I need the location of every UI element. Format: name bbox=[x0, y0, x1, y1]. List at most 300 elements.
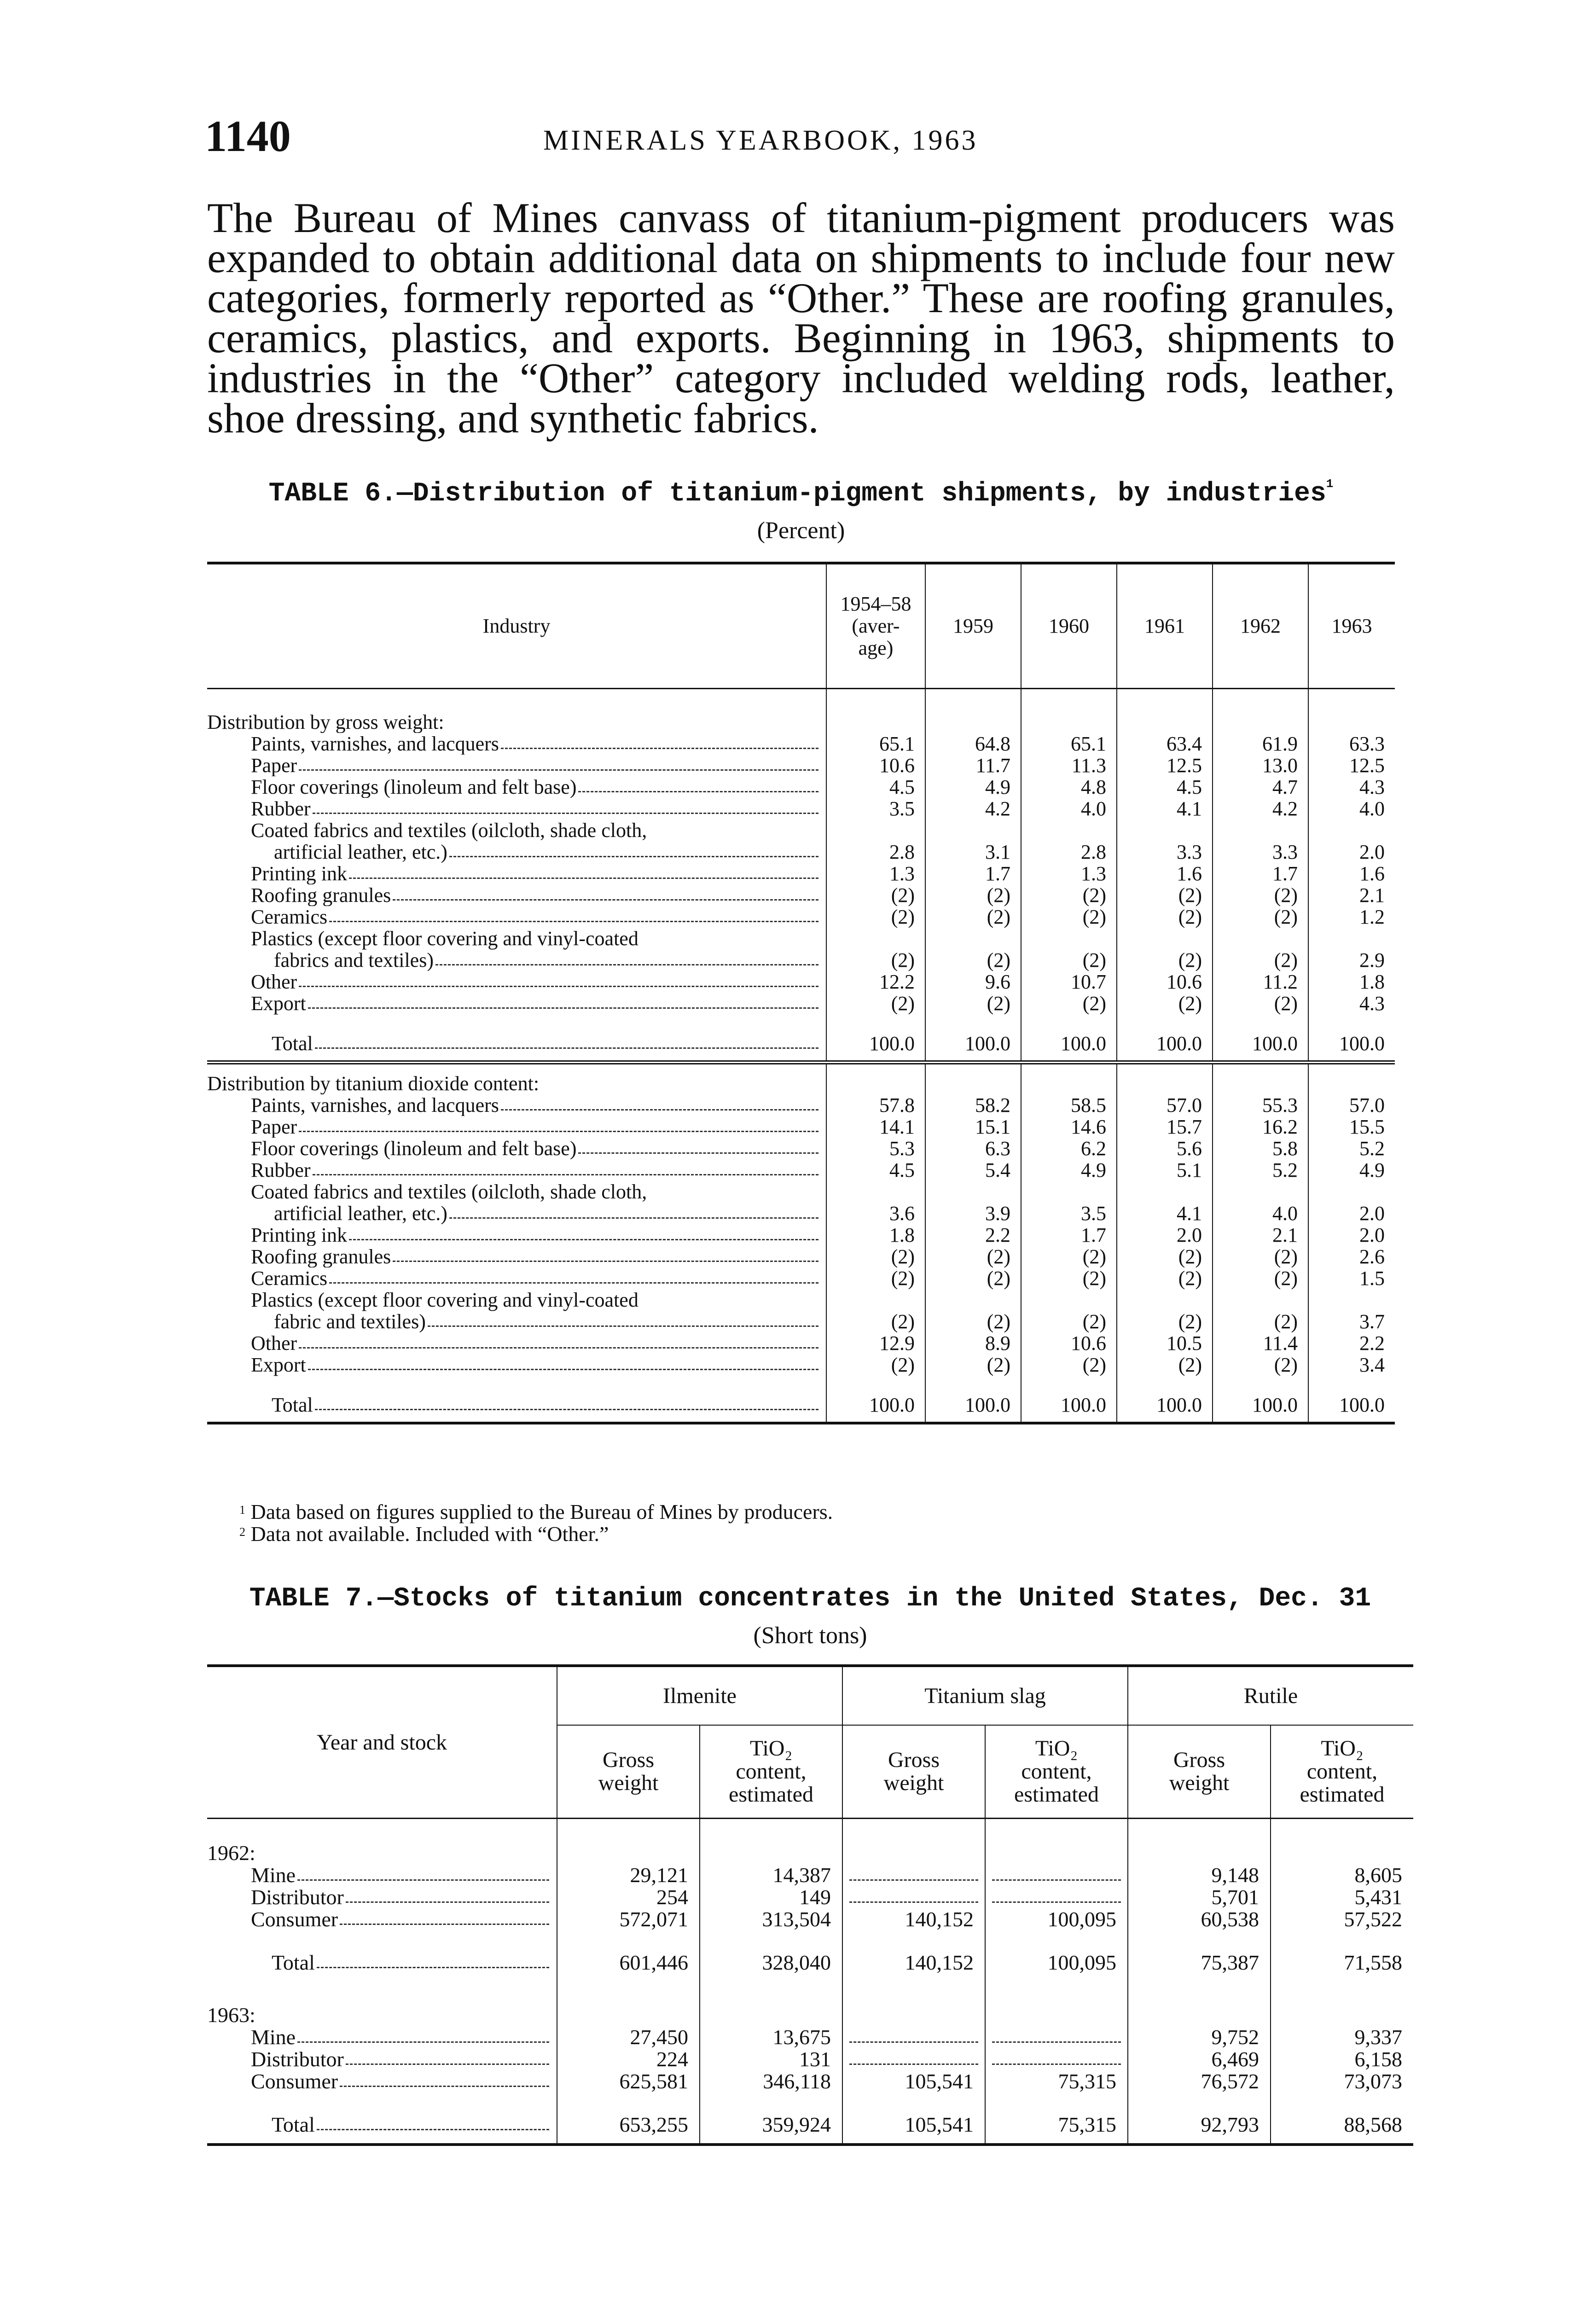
cell: 4.3 bbox=[1308, 776, 1395, 798]
table-row bbox=[207, 1289, 1395, 1332]
table-row bbox=[207, 1094, 1395, 1116]
table-row bbox=[207, 1224, 1395, 1246]
cell: 254 bbox=[557, 1886, 700, 1908]
cell: 5.2 bbox=[1213, 1159, 1308, 1181]
row-label: Consumer bbox=[207, 1908, 557, 1930]
cell: 14.1 bbox=[826, 1116, 925, 1138]
intro-paragraph: The Bureau of Mines canvass of titanium-pigment producers was expanded to obtain additional data on shipments to include four new categories, formerly reported as “Other.” These are roofing granules, ceramics, plastics, and exports. Beginning in 1963, shipments to industries in the “Other” category included welding rods, leather, shoe dressing, and synthetic fabrics. bbox=[207, 194, 1395, 442]
cell: 4.9 bbox=[925, 776, 1021, 798]
cell: 16.2 bbox=[1213, 1116, 1308, 1138]
cell: 100.0 bbox=[1213, 1027, 1308, 1063]
cell: 14.6 bbox=[1021, 1116, 1117, 1138]
cell: 4.0 bbox=[1021, 798, 1117, 820]
cell: 4.2 bbox=[1213, 798, 1308, 820]
cell: 3.3 bbox=[1117, 820, 1213, 863]
cell: 4.5 bbox=[826, 776, 925, 798]
year-label: 1962: bbox=[207, 1841, 255, 1864]
cell: 10.5 bbox=[1117, 1332, 1213, 1354]
empty-cell bbox=[985, 1864, 1128, 1886]
table7-group-header-row bbox=[207, 1666, 1413, 1725]
cell: 3.4 bbox=[1308, 1354, 1395, 1389]
cell: 10.7 bbox=[1021, 971, 1117, 993]
cell: 3.5 bbox=[1021, 1181, 1117, 1224]
table-row bbox=[207, 1354, 1395, 1389]
table7-title: TABLE 7.—Stocks of titanium concentrates in the United States, Dec. 31 bbox=[249, 1584, 1371, 1614]
row-label: Other bbox=[207, 1332, 826, 1354]
row-label: Printing ink bbox=[207, 1224, 826, 1246]
cell: 4.7 bbox=[1213, 776, 1308, 798]
row-label-continued: artificial leather, etc.) bbox=[207, 1203, 826, 1224]
row-label: Plastics (except floor covering and vinyl-coated bbox=[251, 927, 638, 950]
cell: (2) bbox=[826, 1354, 925, 1389]
cell: (2) bbox=[1117, 906, 1213, 928]
row-label: Floor coverings (linoleum and felt base) bbox=[207, 1138, 826, 1159]
cell: 5.2 bbox=[1308, 1138, 1395, 1159]
cell: 1.8 bbox=[826, 1224, 925, 1246]
table-row bbox=[207, 820, 1395, 863]
cell: 100,095 bbox=[985, 1944, 1128, 1981]
cell: 15.5 bbox=[1308, 1116, 1395, 1138]
cell: 13.0 bbox=[1213, 755, 1308, 776]
cell: (2) bbox=[826, 884, 925, 906]
empty-cell bbox=[842, 1864, 985, 1886]
cell: 100.0 bbox=[925, 1027, 1021, 1063]
cell: 100,095 bbox=[985, 1908, 1128, 1944]
total-row bbox=[207, 2106, 1413, 2145]
table-row bbox=[207, 1886, 1413, 1908]
cell: (2) bbox=[1021, 993, 1117, 1027]
cell: 100.0 bbox=[1308, 1389, 1395, 1423]
table-row bbox=[207, 776, 1395, 798]
group-titanium-slag: Titanium slag bbox=[842, 1666, 1128, 1725]
row-label: Roofing granules bbox=[207, 1246, 826, 1267]
row-label: Distributor bbox=[207, 2048, 557, 2070]
cell: (2) bbox=[1213, 928, 1308, 971]
cell: 140,152 bbox=[842, 1908, 985, 1944]
cell: 2.1 bbox=[1213, 1224, 1308, 1246]
cell: 4.0 bbox=[1213, 1181, 1308, 1224]
cell: (2) bbox=[925, 1354, 1021, 1389]
group-ilmenite: Ilmenite bbox=[557, 1666, 842, 1725]
cell: (2) bbox=[1117, 928, 1213, 971]
cell: 73,073 bbox=[1271, 2070, 1413, 2106]
empty-cell bbox=[842, 1886, 985, 1908]
col-year: 1963 bbox=[1308, 563, 1395, 688]
cell: 61.9 bbox=[1213, 733, 1308, 755]
table-row bbox=[207, 971, 1395, 993]
cell: 1.6 bbox=[1308, 863, 1395, 884]
cell: 58.5 bbox=[1021, 1094, 1117, 1116]
cell: 57.0 bbox=[1308, 1094, 1395, 1116]
cell: 100.0 bbox=[1021, 1389, 1117, 1423]
col-gross-weight: Gross weight bbox=[842, 1725, 985, 1819]
cell: (2) bbox=[1117, 1267, 1213, 1289]
table-row bbox=[207, 1116, 1395, 1138]
cell: 5.3 bbox=[826, 1138, 925, 1159]
row-label: Ceramics bbox=[207, 1267, 826, 1289]
table7 bbox=[207, 1664, 1413, 2146]
cell: 11.7 bbox=[925, 755, 1021, 776]
cell: 1.7 bbox=[1213, 863, 1308, 884]
cell: 58.2 bbox=[925, 1094, 1021, 1116]
cell: 4.5 bbox=[826, 1159, 925, 1181]
cell: 5.1 bbox=[1117, 1159, 1213, 1181]
cell: 100.0 bbox=[1308, 1027, 1395, 1063]
cell: (2) bbox=[1117, 1354, 1213, 1389]
cell: 4.0 bbox=[1308, 798, 1395, 820]
col-year: 1961 bbox=[1117, 563, 1213, 688]
col-tio2-content: TiO₂ content, estimated bbox=[985, 1725, 1128, 1819]
cell: (2) bbox=[925, 884, 1021, 906]
cell: 1.3 bbox=[826, 863, 925, 884]
cell: 12.5 bbox=[1117, 755, 1213, 776]
row-label: Paper bbox=[207, 755, 826, 776]
cell: 2.0 bbox=[1308, 1224, 1395, 1246]
cell: 224 bbox=[557, 2048, 700, 2070]
running-title: MINERALS YEARBOOK, 1963 bbox=[543, 125, 978, 156]
row-label-continued: artificial leather, etc.) bbox=[207, 841, 826, 863]
col-tio2-content: TiO₂ content, estimated bbox=[700, 1725, 842, 1819]
cell: 105,541 bbox=[842, 2106, 985, 2145]
cell: 10.6 bbox=[1117, 971, 1213, 993]
empty-cell bbox=[985, 2048, 1128, 2070]
cell: (2) bbox=[1117, 1289, 1213, 1332]
cell: 11.3 bbox=[1021, 755, 1117, 776]
table-row bbox=[207, 2026, 1413, 2048]
cell: 63.3 bbox=[1308, 733, 1395, 755]
empty-cell bbox=[842, 2048, 985, 2070]
cell: (2) bbox=[826, 906, 925, 928]
cell: 10.6 bbox=[826, 755, 925, 776]
cell: 27,450 bbox=[557, 2026, 700, 2048]
cell: (2) bbox=[1021, 1267, 1117, 1289]
cell: (2) bbox=[826, 1267, 925, 1289]
table6-caption bbox=[207, 479, 1395, 544]
cell: 76,572 bbox=[1128, 2070, 1271, 2106]
cell: 5.8 bbox=[1213, 1138, 1308, 1159]
cell: 328,040 bbox=[700, 1944, 842, 1981]
page-header bbox=[205, 110, 1448, 170]
total-row bbox=[207, 1027, 1395, 1063]
cell: 6,469 bbox=[1128, 2048, 1271, 2070]
cell: 9,148 bbox=[1128, 1864, 1271, 1886]
cell: 653,255 bbox=[557, 2106, 700, 2145]
cell: 12.5 bbox=[1308, 755, 1395, 776]
cell: 4.1 bbox=[1117, 1181, 1213, 1224]
cell: 313,504 bbox=[700, 1908, 842, 1944]
cell: 71,558 bbox=[1271, 1944, 1413, 1981]
cell: 5.4 bbox=[925, 1159, 1021, 1181]
section-heading-row bbox=[207, 688, 1395, 733]
cell: 14,387 bbox=[700, 1864, 842, 1886]
col-year-and-stock: Year and stock bbox=[207, 1666, 557, 1819]
cell: 9.6 bbox=[925, 971, 1021, 993]
group-rutile: Rutile bbox=[1128, 1666, 1413, 1725]
cell: 100.0 bbox=[1021, 1027, 1117, 1063]
cell: 57,522 bbox=[1271, 1908, 1413, 1944]
cell: 3.5 bbox=[826, 798, 925, 820]
table-row bbox=[207, 733, 1395, 755]
cell: 75,315 bbox=[985, 2106, 1128, 2145]
cell: (2) bbox=[1021, 1354, 1117, 1389]
cell: (2) bbox=[925, 928, 1021, 971]
cell: 140,152 bbox=[842, 1944, 985, 1981]
cell: 100.0 bbox=[1117, 1389, 1213, 1423]
cell: 65.1 bbox=[1021, 733, 1117, 755]
cell: 8.9 bbox=[925, 1332, 1021, 1354]
row-label: Coated fabrics and textiles (oilcloth, shade cloth, bbox=[251, 1180, 647, 1203]
footnote-1: $^1$ Data based on figures supplied to the Bureau of Mines by producers. bbox=[239, 1500, 833, 1523]
cell: (2) bbox=[1213, 993, 1308, 1027]
footnotes bbox=[239, 1501, 1344, 1545]
table6 bbox=[207, 562, 1395, 1424]
cell: 100.0 bbox=[1117, 1027, 1213, 1063]
table7-unit: (Short tons) bbox=[753, 1622, 867, 1649]
cell: 100.0 bbox=[925, 1389, 1021, 1423]
cell: 2.0 bbox=[1117, 1224, 1213, 1246]
cell: 1.3 bbox=[1021, 863, 1117, 884]
cell: 2.2 bbox=[1308, 1332, 1395, 1354]
table-row bbox=[207, 993, 1395, 1027]
cell: 57.8 bbox=[826, 1094, 925, 1116]
cell: 3.9 bbox=[925, 1181, 1021, 1224]
row-label: Floor coverings (linoleum and felt base) bbox=[207, 776, 826, 798]
page-number: 1140 bbox=[205, 111, 291, 161]
table-row bbox=[207, 1246, 1395, 1267]
cell: 12.9 bbox=[826, 1332, 925, 1354]
col-tio2-content: TiO₂ content, estimated bbox=[1271, 1725, 1413, 1819]
cell: 4.8 bbox=[1021, 776, 1117, 798]
cell: 65.1 bbox=[826, 733, 925, 755]
row-label: Total bbox=[207, 1394, 826, 1416]
cell: (2) bbox=[1213, 884, 1308, 906]
col-year: 1960 bbox=[1021, 563, 1117, 688]
cell: 6.3 bbox=[925, 1138, 1021, 1159]
cell: (2) bbox=[1021, 1246, 1117, 1267]
cell: 1.7 bbox=[925, 863, 1021, 884]
table-row bbox=[207, 1267, 1395, 1289]
cell: 5,431 bbox=[1271, 1886, 1413, 1908]
section-heading-row bbox=[207, 1062, 1395, 1094]
table-row bbox=[207, 2048, 1413, 2070]
cell: 2.0 bbox=[1308, 820, 1395, 863]
table-row bbox=[207, 884, 1395, 906]
total-row bbox=[207, 1389, 1395, 1423]
cell: 2.2 bbox=[925, 1224, 1021, 1246]
cell: (2) bbox=[925, 1289, 1021, 1332]
cell: 2.1 bbox=[1308, 884, 1395, 906]
row-label: Total bbox=[207, 1952, 557, 1974]
cell: 3.6 bbox=[826, 1181, 925, 1224]
table-row bbox=[207, 2070, 1413, 2106]
cell: 6,158 bbox=[1271, 2048, 1413, 2070]
year-row bbox=[207, 1819, 1413, 1865]
cell: 149 bbox=[700, 1886, 842, 1908]
row-label: Ceramics bbox=[207, 906, 826, 928]
row-label-continued: fabrics and textiles) bbox=[207, 949, 826, 971]
cell: 57.0 bbox=[1117, 1094, 1213, 1116]
cell: (2) bbox=[1117, 884, 1213, 906]
table-row bbox=[207, 928, 1395, 971]
table-row bbox=[207, 798, 1395, 820]
cell: 100.0 bbox=[826, 1389, 925, 1423]
cell: 5,701 bbox=[1128, 1886, 1271, 1908]
cell: (2) bbox=[925, 1267, 1021, 1289]
cell: 12.2 bbox=[826, 971, 925, 993]
row-label-continued: fabric and textiles) bbox=[207, 1311, 826, 1332]
row-label: Paper bbox=[207, 1116, 826, 1138]
cell: (2) bbox=[1117, 993, 1213, 1027]
cell: (2) bbox=[1213, 1354, 1308, 1389]
col-industry: Industry bbox=[207, 563, 826, 688]
cell: 4.5 bbox=[1117, 776, 1213, 798]
cell: 100.0 bbox=[1213, 1389, 1308, 1423]
table6-header-row bbox=[207, 563, 1395, 688]
table-row bbox=[207, 906, 1395, 928]
cell: 75,315 bbox=[985, 2070, 1128, 2106]
table-row bbox=[207, 1908, 1413, 1944]
cell: (2) bbox=[826, 1289, 925, 1332]
cell: 15.7 bbox=[1117, 1116, 1213, 1138]
cell: 359,924 bbox=[700, 2106, 842, 2145]
cell: 3.3 bbox=[1213, 820, 1308, 863]
cell: 63.4 bbox=[1117, 733, 1213, 755]
row-label: Paints, varnishes, and lacquers bbox=[207, 733, 826, 755]
table-row bbox=[207, 755, 1395, 776]
cell: 1.8 bbox=[1308, 971, 1395, 993]
col-year: 1959 bbox=[925, 563, 1021, 688]
cell: 64.8 bbox=[925, 733, 1021, 755]
cell: 10.6 bbox=[1021, 1332, 1117, 1354]
row-label: Export bbox=[207, 1354, 826, 1376]
row-label: Other bbox=[207, 971, 826, 993]
table-row bbox=[207, 1181, 1395, 1224]
table7-caption bbox=[207, 1584, 1413, 1649]
cell: (2) bbox=[1021, 884, 1117, 906]
cell: (2) bbox=[1021, 928, 1117, 971]
cell: 5.6 bbox=[1117, 1138, 1213, 1159]
cell: 29,121 bbox=[557, 1864, 700, 1886]
col-1954-58-average: 1954–58 (aver- age) bbox=[826, 563, 925, 688]
cell: 15.1 bbox=[925, 1116, 1021, 1138]
table-row bbox=[207, 1159, 1395, 1181]
cell: 2.9 bbox=[1308, 928, 1395, 971]
cell: 601,446 bbox=[557, 1944, 700, 1981]
cell: 100.0 bbox=[826, 1027, 925, 1063]
cell: 2.8 bbox=[1021, 820, 1117, 863]
cell: 11.4 bbox=[1213, 1332, 1308, 1354]
cell: 346,118 bbox=[700, 2070, 842, 2106]
table-row bbox=[207, 1138, 1395, 1159]
cell: 1.7 bbox=[1021, 1224, 1117, 1246]
row-label: Mine bbox=[207, 1864, 557, 1886]
row-label: Roofing granules bbox=[207, 884, 826, 906]
row-label: Total bbox=[207, 2114, 557, 2136]
cell: (2) bbox=[1213, 1246, 1308, 1267]
cell: 92,793 bbox=[1128, 2106, 1271, 2145]
table-row bbox=[207, 863, 1395, 884]
cell: 88,568 bbox=[1271, 2106, 1413, 2145]
cell: 75,387 bbox=[1128, 1944, 1271, 1981]
table6-title: TABLE 6.—Distribution of titanium-pigment shipments, by industries$^1$ bbox=[268, 477, 1334, 509]
empty-cell bbox=[985, 2026, 1128, 2048]
cell: (2) bbox=[1213, 1267, 1308, 1289]
total-row bbox=[207, 1944, 1413, 1981]
cell: 13,675 bbox=[700, 2026, 842, 2048]
cell: 572,071 bbox=[557, 1908, 700, 1944]
col-year: 1962 bbox=[1213, 563, 1308, 688]
row-label: Printing ink bbox=[207, 863, 826, 884]
cell: 1.5 bbox=[1308, 1267, 1395, 1289]
cell: (2) bbox=[1021, 1289, 1117, 1332]
cell: 625,581 bbox=[557, 2070, 700, 2106]
row-label: Coated fabrics and textiles (oilcloth, shade cloth, bbox=[251, 819, 647, 842]
year-label: 1963: bbox=[207, 2003, 255, 2026]
cell: 131 bbox=[700, 2048, 842, 2070]
table-row bbox=[207, 1864, 1413, 1886]
row-label: Total bbox=[207, 1033, 826, 1054]
cell: 4.9 bbox=[1021, 1159, 1117, 1181]
cell: 2.8 bbox=[826, 820, 925, 863]
cell: 4.3 bbox=[1308, 993, 1395, 1027]
year-row bbox=[207, 1981, 1413, 2026]
footnote-2: $^2$ Data not available. Included with “Other.” bbox=[239, 1522, 609, 1546]
cell: 4.1 bbox=[1117, 798, 1213, 820]
cell: (2) bbox=[826, 1246, 925, 1267]
cell: (2) bbox=[925, 1246, 1021, 1267]
row-label: Rubber bbox=[207, 1159, 826, 1181]
cell: (2) bbox=[1021, 906, 1117, 928]
row-label: Mine bbox=[207, 2026, 557, 2048]
row-label: Plastics (except floor covering and vinyl-coated bbox=[251, 1289, 638, 1311]
cell: 2.6 bbox=[1308, 1246, 1395, 1267]
cell: 4.2 bbox=[925, 798, 1021, 820]
cell: (2) bbox=[826, 993, 925, 1027]
cell: 2.0 bbox=[1308, 1181, 1395, 1224]
cell: 6.2 bbox=[1021, 1138, 1117, 1159]
col-gross-weight: Gross weight bbox=[1128, 1725, 1271, 1819]
cell: 3.1 bbox=[925, 820, 1021, 863]
cell: (2) bbox=[1213, 1289, 1308, 1332]
empty-cell bbox=[842, 2026, 985, 2048]
table6-unit: (Percent) bbox=[757, 517, 845, 544]
cell: (2) bbox=[1213, 906, 1308, 928]
cell: 8,605 bbox=[1271, 1864, 1413, 1886]
cell: 55.3 bbox=[1213, 1094, 1308, 1116]
cell: (2) bbox=[1117, 1246, 1213, 1267]
cell: (2) bbox=[826, 928, 925, 971]
cell: 4.9 bbox=[1308, 1159, 1395, 1181]
cell: 60,538 bbox=[1128, 1908, 1271, 1944]
section-gross-weight: Distribution by gross weight: bbox=[207, 710, 444, 733]
cell: 1.6 bbox=[1117, 863, 1213, 884]
cell: 9,337 bbox=[1271, 2026, 1413, 2048]
row-label: Paints, varnishes, and lacquers bbox=[207, 1094, 826, 1116]
table-row bbox=[207, 1332, 1395, 1354]
row-label: Distributor bbox=[207, 1886, 557, 1908]
cell: 1.2 bbox=[1308, 906, 1395, 928]
row-label: Rubber bbox=[207, 798, 826, 820]
row-label: Consumer bbox=[207, 2070, 557, 2093]
cell: 11.2 bbox=[1213, 971, 1308, 993]
row-label: Export bbox=[207, 993, 826, 1014]
section-tio2-content: Distribution by titanium dioxide content: bbox=[207, 1072, 540, 1094]
cell: 105,541 bbox=[842, 2070, 985, 2106]
cell: 9,752 bbox=[1128, 2026, 1271, 2048]
cell: (2) bbox=[925, 993, 1021, 1027]
empty-cell bbox=[985, 1886, 1128, 1908]
cell: (2) bbox=[925, 906, 1021, 928]
